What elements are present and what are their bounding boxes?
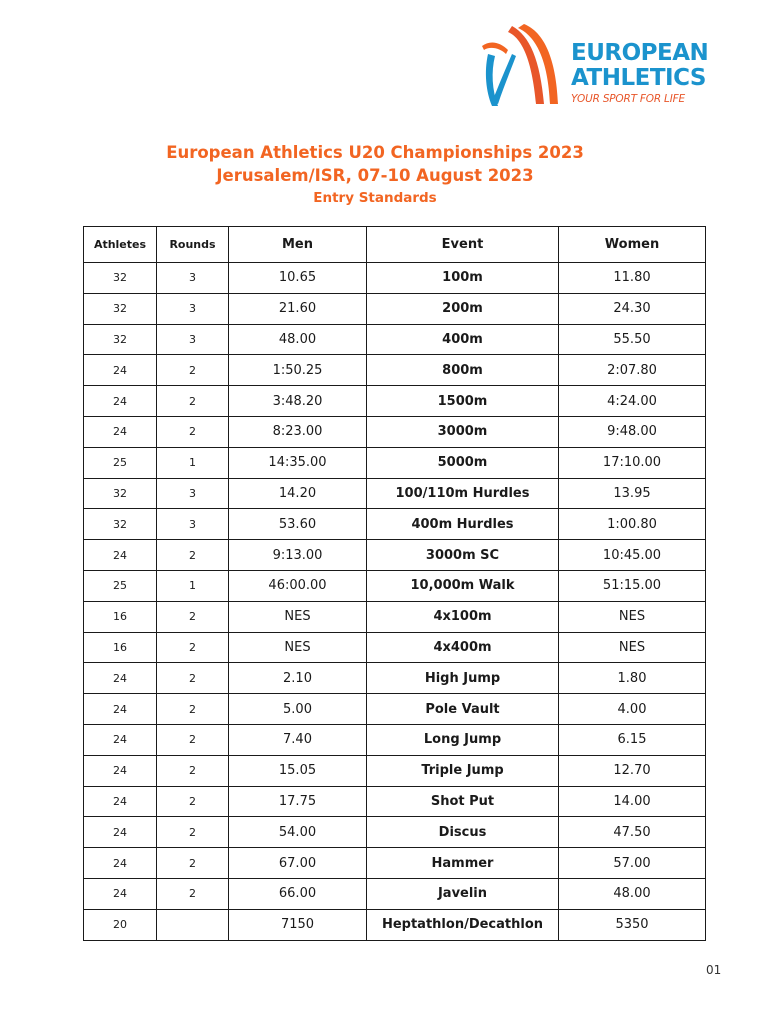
women-standard-cell: 4.00 bbox=[559, 694, 706, 725]
men-standard-cell: 14.20 bbox=[229, 478, 367, 509]
athletes-cell: 24 bbox=[84, 755, 157, 786]
table-row bbox=[84, 540, 706, 571]
women-standard-cell: 14.00 bbox=[559, 786, 706, 817]
document-header bbox=[0, 141, 750, 209]
women-standard-cell: 5350 bbox=[559, 909, 706, 940]
rounds-cell: 2 bbox=[157, 755, 229, 786]
entry-standards-table bbox=[83, 226, 706, 941]
men-standard-cell: 54.00 bbox=[229, 817, 367, 848]
women-standard-cell: 48.00 bbox=[559, 878, 706, 909]
logo-wordmark bbox=[571, 41, 708, 106]
rounds-cell: 2 bbox=[157, 386, 229, 417]
rounds-cell: 3 bbox=[157, 293, 229, 324]
event-name-cell: 4x400m bbox=[367, 632, 559, 663]
event-name-cell: 100m bbox=[367, 263, 559, 294]
table-row bbox=[84, 694, 706, 725]
men-standard-cell: 8:23.00 bbox=[229, 416, 367, 447]
athletes-cell: 24 bbox=[84, 386, 157, 417]
rounds-cell: 3 bbox=[157, 263, 229, 294]
table-row bbox=[84, 878, 706, 909]
women-standard-cell: 1.80 bbox=[559, 663, 706, 694]
table-row bbox=[84, 263, 706, 294]
rounds-cell: 3 bbox=[157, 509, 229, 540]
women-standard-cell: 24.30 bbox=[559, 293, 706, 324]
event-name-cell: 4x100m bbox=[367, 601, 559, 632]
event-name-cell: Javelin bbox=[367, 878, 559, 909]
women-standard-cell: 2:07.80 bbox=[559, 355, 706, 386]
table-row bbox=[84, 447, 706, 478]
european-athletics-logo bbox=[478, 24, 723, 114]
women-standard-cell: 17:10.00 bbox=[559, 447, 706, 478]
event-name-cell: 3000m SC bbox=[367, 540, 559, 571]
event-name-cell: 5000m bbox=[367, 447, 559, 478]
athletes-cell: 24 bbox=[84, 540, 157, 571]
athletes-cell: 24 bbox=[84, 724, 157, 755]
rounds-cell: 2 bbox=[157, 663, 229, 694]
event-name-cell: 10,000m Walk bbox=[367, 570, 559, 601]
women-standard-cell: 6.15 bbox=[559, 724, 706, 755]
event-name-cell: Pole Vault bbox=[367, 694, 559, 725]
athletes-cell: 24 bbox=[84, 878, 157, 909]
event-name-cell: 200m bbox=[367, 293, 559, 324]
logo-tagline: YOUR SPORT FOR LIFE bbox=[571, 93, 685, 105]
event-name-cell: Heptathlon/Decathlon bbox=[367, 909, 559, 940]
athletes-cell: 24 bbox=[84, 817, 157, 848]
rounds-cell: 2 bbox=[157, 817, 229, 848]
athletes-cell: 24 bbox=[84, 355, 157, 386]
column-header-event: Event bbox=[367, 227, 559, 263]
table-row bbox=[84, 509, 706, 540]
women-standard-cell: NES bbox=[559, 632, 706, 663]
athletes-cell: 16 bbox=[84, 632, 157, 663]
men-standard-cell: 2.10 bbox=[229, 663, 367, 694]
rounds-cell: 2 bbox=[157, 724, 229, 755]
women-standard-cell: 12.70 bbox=[559, 755, 706, 786]
event-name-cell: 800m bbox=[367, 355, 559, 386]
document-title: European Athletics U20 Championships 2023 bbox=[166, 143, 584, 162]
women-standard-cell: 57.00 bbox=[559, 848, 706, 879]
column-header-women: Women bbox=[559, 227, 706, 263]
athletes-cell: 24 bbox=[84, 416, 157, 447]
table-header-row bbox=[84, 227, 706, 263]
men-standard-cell: 7.40 bbox=[229, 724, 367, 755]
logo-line-2: ATHLETICS bbox=[571, 65, 706, 91]
men-standard-cell: 3:48.20 bbox=[229, 386, 367, 417]
table-row bbox=[84, 817, 706, 848]
men-standard-cell: NES bbox=[229, 632, 367, 663]
women-standard-cell: 55.50 bbox=[559, 324, 706, 355]
men-standard-cell: NES bbox=[229, 601, 367, 632]
athletes-cell: 25 bbox=[84, 570, 157, 601]
rounds-cell: 2 bbox=[157, 540, 229, 571]
table-row bbox=[84, 909, 706, 940]
table-row bbox=[84, 324, 706, 355]
european-athletics-swoosh-icon bbox=[478, 24, 570, 114]
rounds-cell bbox=[157, 909, 229, 940]
table-row bbox=[84, 570, 706, 601]
athletes-cell: 24 bbox=[84, 848, 157, 879]
event-name-cell: 100/110m Hurdles bbox=[367, 478, 559, 509]
men-standard-cell: 48.00 bbox=[229, 324, 367, 355]
women-standard-cell: 10:45.00 bbox=[559, 540, 706, 571]
athletes-cell: 25 bbox=[84, 447, 157, 478]
rounds-cell: 2 bbox=[157, 878, 229, 909]
event-name-cell: High Jump bbox=[367, 663, 559, 694]
athletes-cell: 32 bbox=[84, 293, 157, 324]
women-standard-cell: NES bbox=[559, 601, 706, 632]
event-name-cell: 400m Hurdles bbox=[367, 509, 559, 540]
column-header-rounds: Rounds bbox=[157, 227, 229, 263]
rounds-cell: 1 bbox=[157, 570, 229, 601]
men-standard-cell: 67.00 bbox=[229, 848, 367, 879]
event-name-cell: Discus bbox=[367, 817, 559, 848]
men-standard-cell: 10.65 bbox=[229, 263, 367, 294]
men-standard-cell: 17.75 bbox=[229, 786, 367, 817]
table-row bbox=[84, 416, 706, 447]
women-standard-cell: 47.50 bbox=[559, 817, 706, 848]
men-standard-cell: 21.60 bbox=[229, 293, 367, 324]
event-name-cell: Hammer bbox=[367, 848, 559, 879]
athletes-cell: 32 bbox=[84, 478, 157, 509]
women-standard-cell: 51:15.00 bbox=[559, 570, 706, 601]
event-name-cell: Long Jump bbox=[367, 724, 559, 755]
event-name-cell: 1500m bbox=[367, 386, 559, 417]
table-row bbox=[84, 663, 706, 694]
athletes-cell: 20 bbox=[84, 909, 157, 940]
athletes-cell: 32 bbox=[84, 324, 157, 355]
page-number: 01 bbox=[706, 963, 722, 977]
document-subtitle: Jerusalem/ISR, 07-10 August 2023 bbox=[216, 166, 534, 185]
rounds-cell: 3 bbox=[157, 478, 229, 509]
rounds-cell: 3 bbox=[157, 324, 229, 355]
athletes-cell: 32 bbox=[84, 263, 157, 294]
men-standard-cell: 46:00.00 bbox=[229, 570, 367, 601]
table-row bbox=[84, 293, 706, 324]
event-name-cell: 400m bbox=[367, 324, 559, 355]
athletes-cell: 16 bbox=[84, 601, 157, 632]
rounds-cell: 2 bbox=[157, 355, 229, 386]
table-row bbox=[84, 786, 706, 817]
table-row bbox=[84, 601, 706, 632]
men-standard-cell: 15.05 bbox=[229, 755, 367, 786]
rounds-cell: 2 bbox=[157, 848, 229, 879]
rounds-cell: 2 bbox=[157, 694, 229, 725]
table-row bbox=[84, 355, 706, 386]
table-row bbox=[84, 478, 706, 509]
athletes-cell: 24 bbox=[84, 786, 157, 817]
women-standard-cell: 4:24.00 bbox=[559, 386, 706, 417]
men-standard-cell: 1:50.25 bbox=[229, 355, 367, 386]
rounds-cell: 1 bbox=[157, 447, 229, 478]
men-standard-cell: 5.00 bbox=[229, 694, 367, 725]
table-row bbox=[84, 755, 706, 786]
table-row bbox=[84, 386, 706, 417]
women-standard-cell: 13.95 bbox=[559, 478, 706, 509]
column-header-athletes: Athletes bbox=[84, 227, 157, 263]
table-row bbox=[84, 724, 706, 755]
rounds-cell: 2 bbox=[157, 632, 229, 663]
men-standard-cell: 7150 bbox=[229, 909, 367, 940]
men-standard-cell: 14:35.00 bbox=[229, 447, 367, 478]
rounds-cell: 2 bbox=[157, 786, 229, 817]
athletes-cell: 32 bbox=[84, 509, 157, 540]
rounds-cell: 2 bbox=[157, 601, 229, 632]
section-title: Entry Standards bbox=[313, 190, 437, 206]
athletes-cell: 24 bbox=[84, 694, 157, 725]
rounds-cell: 2 bbox=[157, 416, 229, 447]
women-standard-cell: 9:48.00 bbox=[559, 416, 706, 447]
women-standard-cell: 11.80 bbox=[559, 263, 706, 294]
table-row bbox=[84, 632, 706, 663]
logo-line-1: EUROPEAN bbox=[571, 40, 709, 66]
men-standard-cell: 9:13.00 bbox=[229, 540, 367, 571]
table-row bbox=[84, 848, 706, 879]
table-body bbox=[84, 263, 706, 941]
women-standard-cell: 1:00.80 bbox=[559, 509, 706, 540]
event-name-cell: 3000m bbox=[367, 416, 559, 447]
event-name-cell: Triple Jump bbox=[367, 755, 559, 786]
athletes-cell: 24 bbox=[84, 663, 157, 694]
event-name-cell: Shot Put bbox=[367, 786, 559, 817]
men-standard-cell: 66.00 bbox=[229, 878, 367, 909]
men-standard-cell: 53.60 bbox=[229, 509, 367, 540]
column-header-men: Men bbox=[229, 227, 367, 263]
